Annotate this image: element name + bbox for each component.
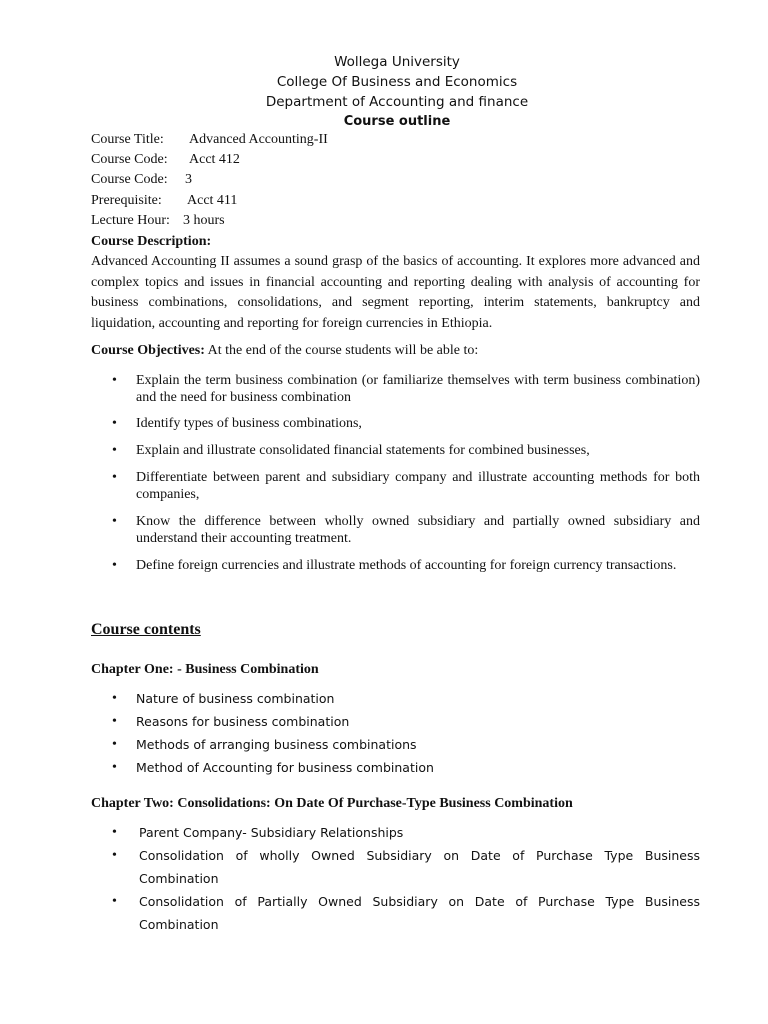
course-code2-value: 3 (185, 172, 192, 188)
topic-text: Parent Company- Subsidiary Relationships (139, 825, 404, 840)
list-item (112, 844, 700, 890)
bullet-icon: • (112, 416, 117, 431)
document-header (0, 52, 768, 132)
description-heading: Course Description: (91, 234, 212, 249)
lecture-hour-value: 3 hours (183, 212, 225, 228)
list-item (112, 687, 700, 710)
course-title-row (91, 130, 328, 150)
objective-text: Define foreign currencies and illustrate methods of accounting for foreign currency transactions. (136, 558, 677, 573)
course-code2-label: Course Code: (91, 172, 168, 188)
list-item (112, 513, 700, 547)
list-item (112, 821, 700, 844)
list-item (112, 756, 700, 779)
course-title-value: Advanced Accounting-II (189, 132, 328, 147)
contents-heading: Course contents (91, 621, 201, 638)
objective-text: Explain the term business combination (or familiarize themselves with term business combination) and the need for business combination (136, 373, 700, 405)
bullet-icon: • (112, 760, 117, 775)
bullet-icon: • (112, 894, 117, 909)
topic-text: Method of Accounting for business combination (136, 760, 434, 775)
prerequisite-row (91, 191, 328, 211)
list-item (112, 733, 700, 756)
list-item (112, 890, 700, 936)
chapter-one-list (112, 687, 700, 779)
bullet-icon: • (112, 373, 117, 388)
list-item (112, 557, 700, 574)
objective-text: Explain and illustrate consolidated financial statements for combined businesses, (136, 443, 590, 458)
prerequisite-value: Acct 411 (187, 192, 238, 208)
bullet-icon: • (112, 470, 117, 485)
objectives-heading: Course Objectives: (91, 343, 205, 358)
course-title-label: Course Title: (91, 132, 164, 147)
course-code-row (91, 150, 328, 170)
course-meta (91, 130, 328, 231)
chapter-two-list (112, 821, 700, 936)
bullet-icon: • (112, 443, 117, 458)
list-item (112, 710, 700, 733)
bullet-icon: • (112, 737, 117, 752)
bullet-icon: • (112, 848, 117, 863)
topic-text: Methods of arranging business combinations (136, 737, 417, 752)
lecture-hour-label: Lecture Hour: (91, 212, 170, 228)
prerequisite-label: Prerequisite: (91, 192, 162, 208)
list-item (112, 415, 700, 432)
department-name: Department of Accounting and finance (265, 94, 529, 110)
university-name: Wollega University (334, 54, 460, 70)
list-item (112, 372, 700, 406)
college-name: College Of Business and Economics (276, 74, 518, 90)
description-text: Advanced Accounting II assumes a sound grasp of the basics of accounting. It explores more advanced and complex topics and issues in financial accounting and reporting dealing with analysis of accounting for business combinations, consolidations, and segment reporting, interim statements, bankruptcy and liquidation, accounting and reporting for foreign currencies in Ethiopia. (91, 254, 700, 331)
objective-text: Differentiate between parent and subsidiary company and illustrate accounting methods for both companies, (136, 470, 700, 502)
objectives-intro (91, 343, 478, 359)
bullet-icon: • (112, 514, 117, 529)
bullet-icon: • (112, 825, 117, 840)
objective-text: Identify types of business combinations, (136, 416, 362, 431)
topic-text: Consolidation of Partially Owned Subsidiary on Date of Purchase Type Business Combination (139, 894, 700, 932)
bullet-icon: • (112, 558, 117, 573)
document-title: Course outline (343, 114, 451, 129)
course-code2-row (91, 170, 328, 190)
objective-text: Know the difference between wholly owned subsidiary and partially owned subsidiary and understand their accounting treatment. (136, 514, 700, 546)
objectives-intro-text: At the end of the course students will be able to: (204, 343, 479, 358)
bullet-icon: • (112, 691, 117, 706)
bullet-icon: • (112, 714, 117, 729)
course-code-label: Course Code: (91, 152, 168, 168)
course-code-value: Acct 412 (189, 152, 240, 168)
list-item (112, 442, 700, 459)
lecture-hour-row (91, 211, 328, 231)
topic-text: Nature of business combination (136, 691, 335, 706)
chapter-two-title: Chapter Two: Consolidations: On Date Of Purchase-Type Business Combination (91, 796, 573, 811)
topic-text: Consolidation of wholly Owned Subsidiary on Date of Purchase Type Business Combination (139, 848, 700, 886)
chapter-one-title: Chapter One: - Business Combination (91, 662, 319, 677)
objectives-list (112, 372, 700, 574)
list-item (112, 469, 700, 503)
topic-text: Reasons for business combination (136, 714, 350, 729)
